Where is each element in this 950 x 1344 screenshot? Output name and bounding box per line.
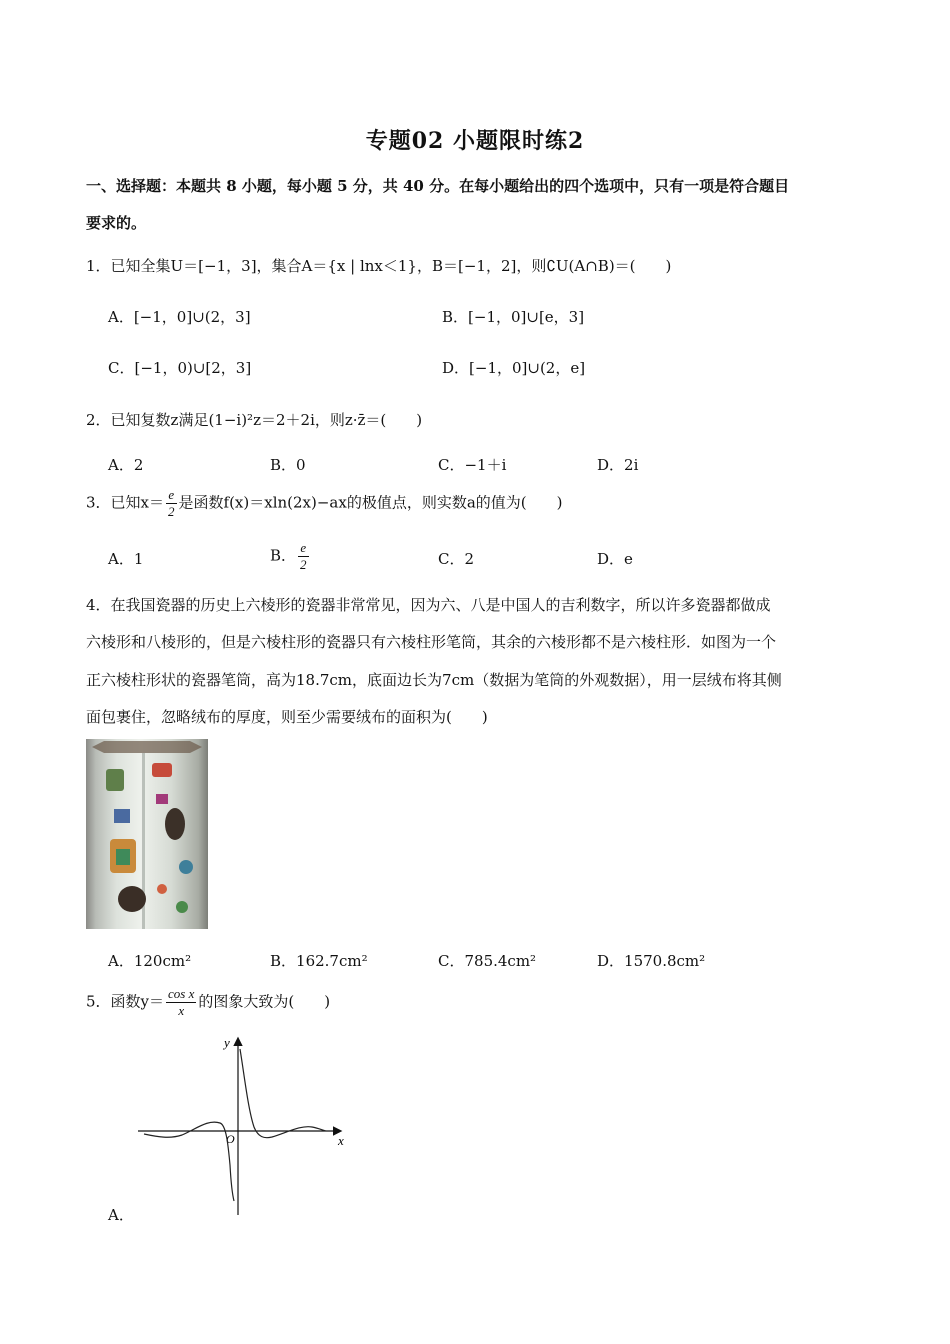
q3-stem-suffix: 是函数f(x)＝xln(2x)−ax的极值点，则实数a的值为( ) — [178, 493, 563, 512]
q2-option-a: A．2 — [108, 456, 144, 474]
q3-option-b-num: e — [298, 540, 309, 557]
q2-stem: 2．已知复数z满足(1−i)²z＝2＋2i，则z·z̄＝( ) — [86, 411, 423, 429]
q3-option-b-label: B． — [270, 546, 297, 565]
q3-option-d: D．e — [597, 550, 633, 568]
q5-stem-suffix: 的图象大致为( ) — [198, 992, 331, 1011]
q5-fraction — [166, 986, 196, 1019]
q3-stem — [86, 487, 562, 520]
q4-option-b: B．162.7cm² — [270, 952, 368, 970]
q3-option-b — [270, 540, 311, 573]
q5-frac-num: cos x — [168, 986, 195, 1001]
q4-option-c: C．785.4cm² — [438, 952, 537, 970]
q4-line-3: 正六棱柱形状的瓷器笔筒，高为18.7cm，底面边长为7cm（数据为笔筒的外观数据），用一层绒布将其侧 — [86, 671, 782, 689]
q5-stem-prefix: 5．函数y＝ — [86, 992, 165, 1011]
graph-origin-label: O — [226, 1132, 235, 1146]
page-title: 专题02 小题限时练2 — [365, 128, 585, 154]
q3-option-c: C．2 — [438, 550, 475, 568]
q2-option-d: D．2i — [597, 456, 639, 474]
q4-option-a: A．120cm² — [108, 952, 192, 970]
q3-fraction — [166, 487, 177, 520]
graph-curve-right — [240, 1049, 326, 1138]
q3-stem-prefix: 3．已知x＝ — [86, 493, 165, 512]
q3-option-b-fraction — [298, 540, 309, 573]
q4-line-1: 4．在我国瓷器的历史上六棱形的瓷器非常常见，因为六、八是中国人的吉利数字，所以许多瓷器都做成 — [86, 596, 771, 614]
q3-option-b-den: 2 — [300, 557, 307, 572]
hexagonal-vase-photo — [86, 739, 208, 929]
q5-frac-den: x — [178, 1003, 185, 1018]
q4-line-2: 六棱形和八棱形的，但是六棱柱形的瓷器只有六棱柱形笔筒，其余的六棱形都不是六棱柱形．如图为一个 — [86, 633, 777, 651]
q1-option-b: B．[−1，0]∪[e，3] — [442, 308, 585, 326]
q4-option-d: D．1570.8cm² — [597, 952, 706, 970]
q5-graph-a — [130, 1033, 360, 1218]
q3-frac-num: e — [166, 487, 177, 504]
q3-option-a: A．1 — [108, 550, 144, 568]
q2-option-b: B．0 — [270, 456, 306, 474]
q1-stem: 1．已知全集U＝[−1，3]，集合A＝{x | lnx＜1}，B＝[−1，2]，则∁U(A∩B)＝( ) — [86, 257, 672, 275]
q1-option-d: D．[−1，0]∪(2，e] — [442, 359, 586, 377]
section-header-line-1: 一、选择题：本题共 8 小题，每小题 5 分，共 40 分。在每小题给出的四个选项中，只有一项是符合题目 — [86, 177, 790, 195]
q5-option-a: A． — [108, 1206, 134, 1224]
vase-illustration — [86, 739, 208, 929]
q3-frac-den: 2 — [168, 504, 175, 519]
graph-y-label: y — [224, 1035, 230, 1050]
q4-line-4: 面包裹住，忽略绒布的厚度，则至少需要绒布的面积为( ) — [86, 708, 488, 726]
graph-curve-left — [144, 1122, 234, 1201]
q5-stem — [86, 986, 330, 1019]
q1-option-a: A．[−1，0]∪(2，3] — [108, 308, 251, 326]
q1-option-c: C．[−1，0)∪[2，3] — [108, 359, 252, 377]
q2-option-c: C．−1＋i — [438, 456, 507, 474]
graph-x-label: x — [338, 1133, 344, 1148]
section-header-line-2: 要求的。 — [86, 214, 147, 232]
